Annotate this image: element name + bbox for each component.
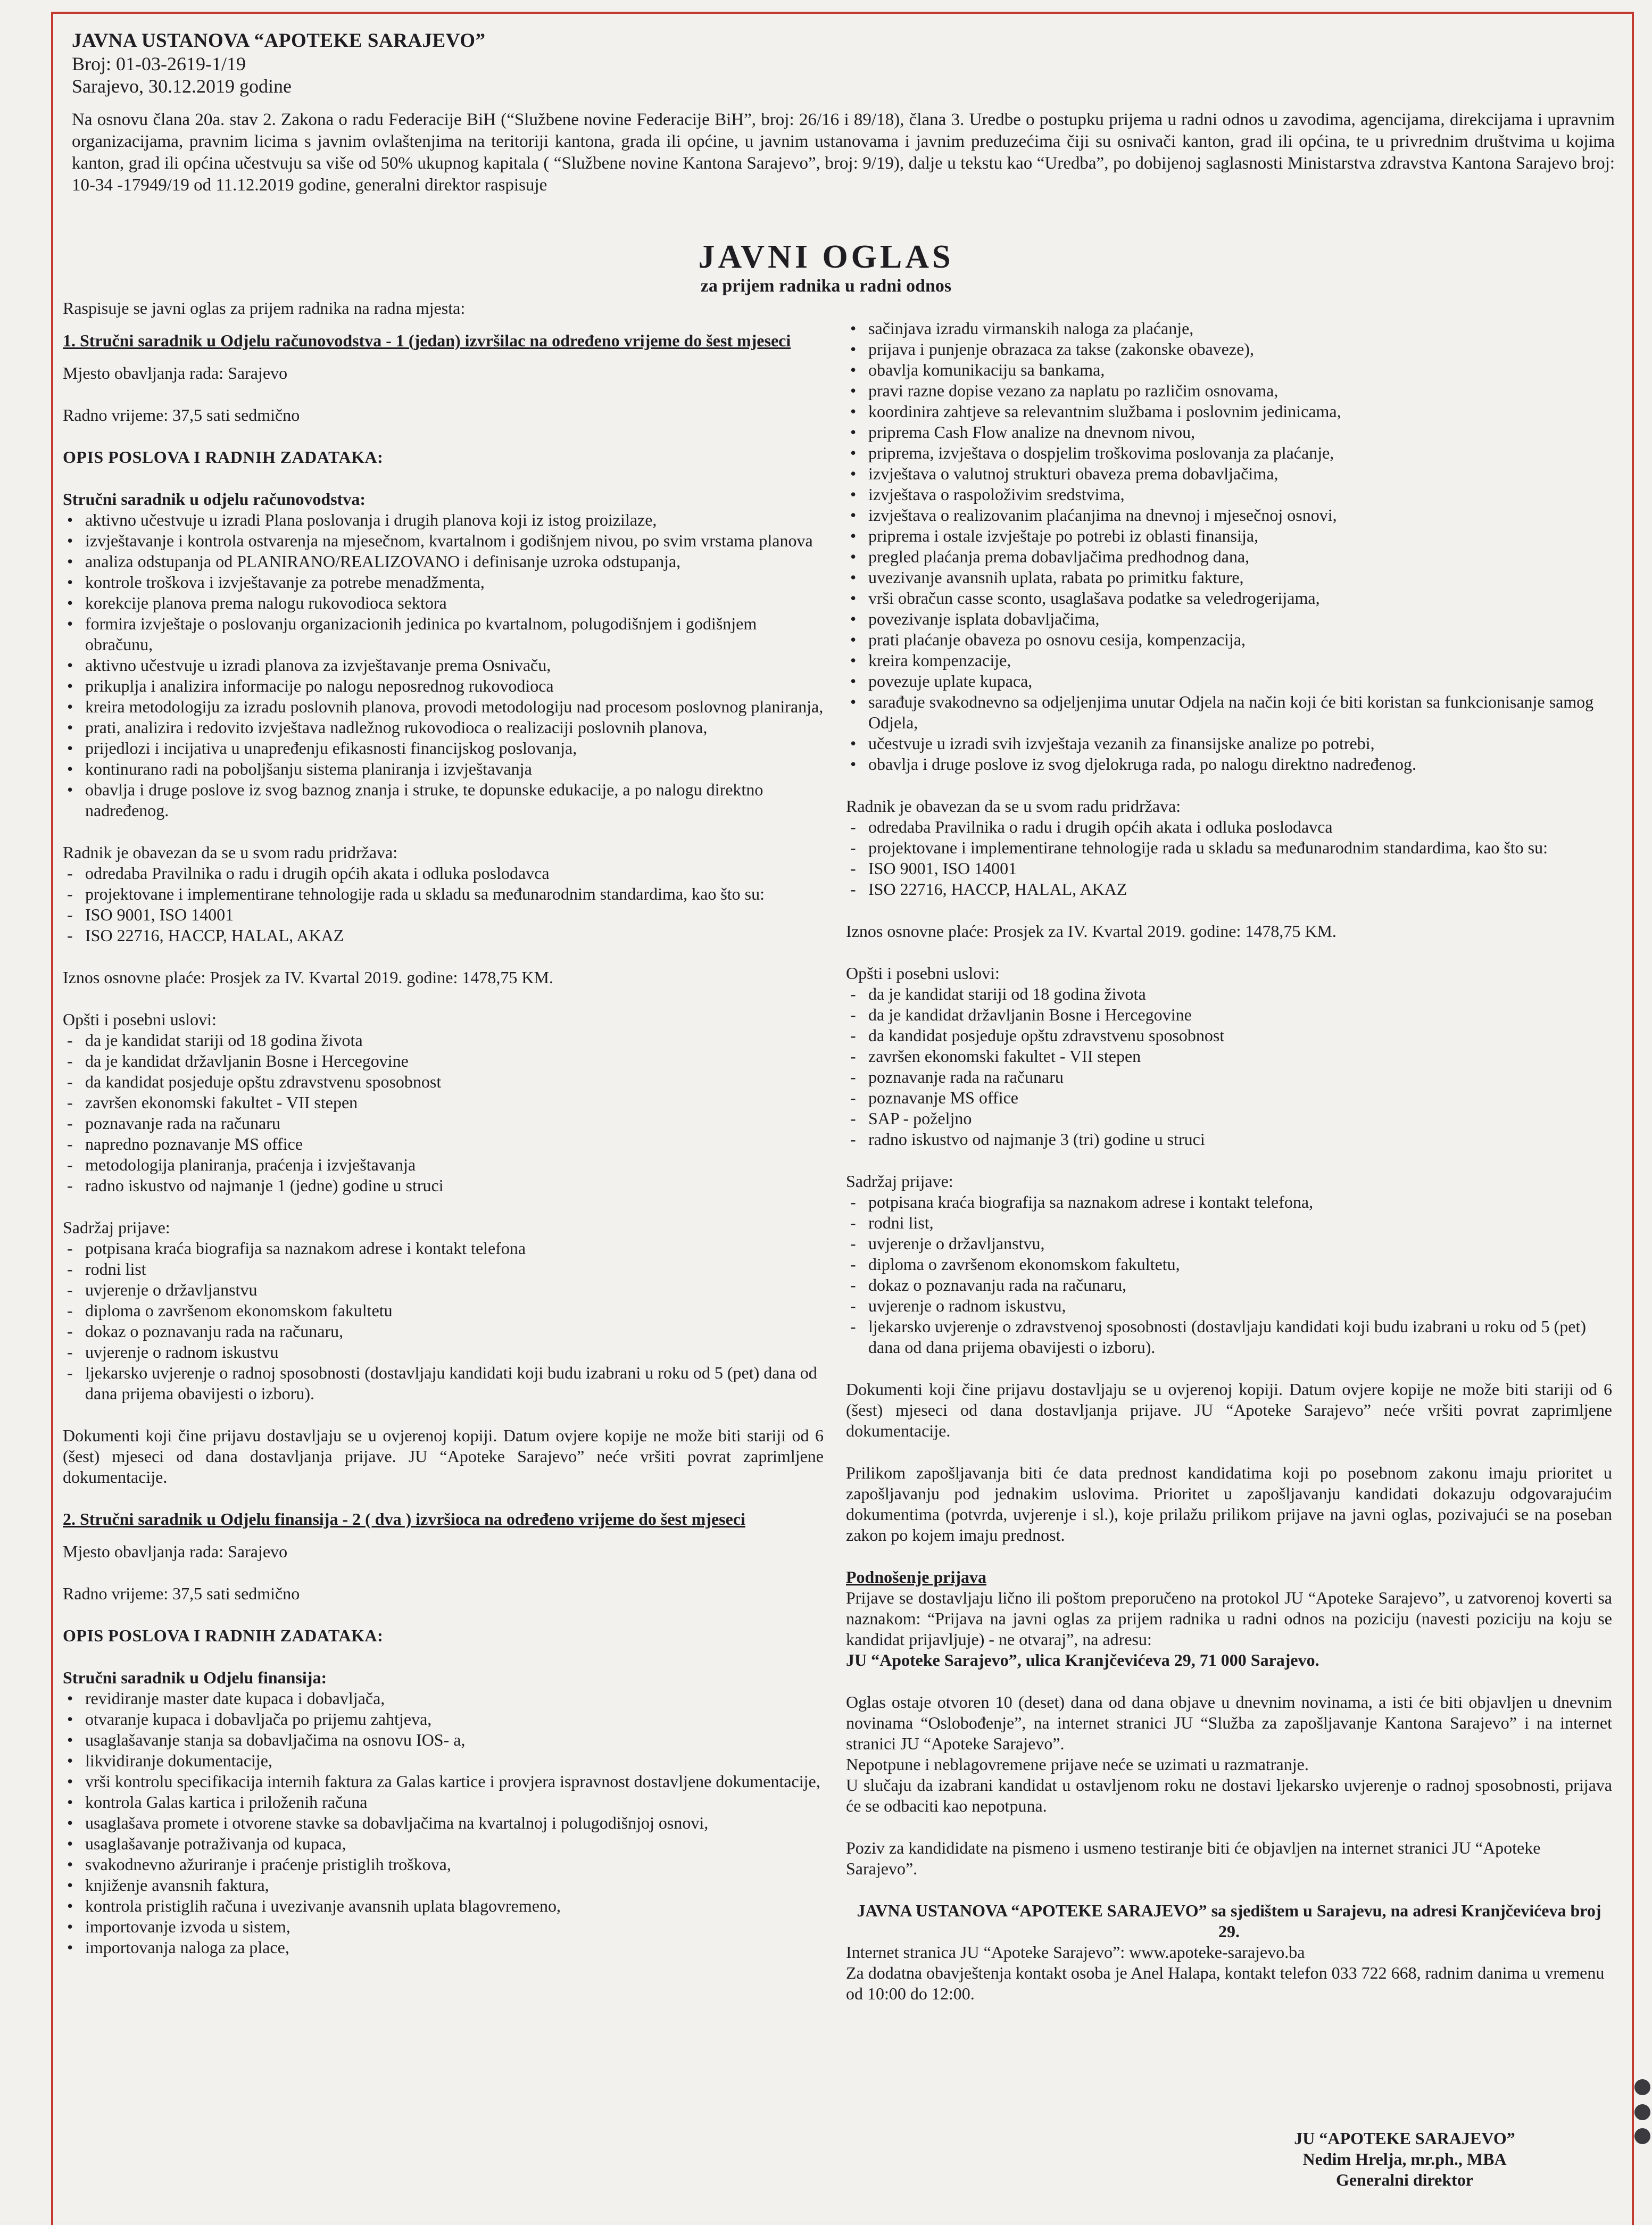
list-item: - da je kandidat državljanin Bosne i Hercegovine (846, 1004, 1612, 1025)
list-item: - da je kandidat državljanin Bosne i Hercegovine (63, 1051, 824, 1072)
list-item: • uvezivanje avansnih uplata, rabata po primitku fakture, (846, 567, 1612, 588)
list-item: • izvještava o realizovanim plaćanjima na dnevnoj i mjesečnoj osnovi, (846, 505, 1612, 526)
list-item: - da kandidat posjeduje opštu zdravstvenu sposobnost (846, 1025, 1612, 1046)
list-item: - metodologija planiranja, praćenja i izvještavanja (63, 1155, 824, 1175)
list-item: • obavlja komunikaciju sa bankama, (846, 360, 1612, 380)
list-item: - radno iskustvo od najmanje 1 (jedne) godine u struci (63, 1175, 824, 1196)
position-1-hours: Radno vrijeme: 37,5 sati sedmično (63, 405, 300, 425)
position-2-duties-heading: OPIS POSLOVA I RADNIH ZADATAKA: (63, 1626, 384, 1645)
list-item: • priprema Cash Flow analize na dnevnom nivou, (846, 422, 1612, 443)
list-item: • revidiranje master date kupaca i dobavljača, (63, 1688, 824, 1709)
list-item: • priprema, izvještava o dospjelim troškovima poslovanja za plaćanje, (846, 443, 1612, 463)
list-item: - SAP - poželjno (846, 1108, 1612, 1129)
documents-note: Dokumenti koji čine prijavu dostavljaju se u ovjerenoj kopiji. Datum ovjere kopije ne može biti stariji od 6 (šest) mjeseci od dana dostavljanja prijave. JU “Apoteke Sarajevo” neće vršiti povrat zaprimljene dokumentacije. (846, 1380, 1612, 1440)
document-header (72, 29, 923, 97)
list-item: • kreira metodologiju za izradu poslovnih planova, provodi metodologiju nad procesom poslovnog planiranja, (63, 696, 824, 717)
signature-role: Generalni direktor (1335, 2170, 1474, 2189)
position-2-hours: Radno vrijeme: 37,5 sati sedmično (63, 1584, 300, 1603)
salary-text: Iznos osnovne plaće: Prosjek za IV. Kvartal 2019. godine: 1478,75 KM. (63, 968, 553, 987)
edge-mark (1634, 2079, 1650, 2095)
list-item: • izvještava o valutnoj strukturi obaveza prema dobavljačima, (846, 463, 1612, 484)
obligation-list (846, 817, 1612, 900)
signature-name: Nedim Hrelja, mr.ph., MBA (1302, 2149, 1507, 2169)
list-item: - da je kandidat stariji od 18 godina života (846, 984, 1612, 1004)
list-item: - da je kandidat stariji od 18 godina života (63, 1030, 824, 1051)
website-text: Internet stranica JU “Apoteke Sarajevo”: www.apoteke-sarajevo.ba (846, 1942, 1305, 1962)
intro-text: Raspisuje se javni oglas za prijem radnika na radna mjesta: (63, 298, 466, 318)
list-item: • kontinurano radi na poboljšanju sistema planiranja i izvještavanja (63, 759, 824, 779)
list-item: • koordinira zahtjeve sa relevantnim službama i poslovnim jedinicama, (846, 401, 1612, 422)
list-item: • prati plaćanje obaveza po osnovu cesija, kompenzacija, (846, 629, 1612, 650)
page-title: JAVNI OGLAS (698, 239, 954, 275)
submission-text: Prijave se dostavljaju lično ili poštom preporučeno na protokol JU “Apoteke Sarajevo”, u zatvorenoj koverti sa naznakom: “Prijava na javni oglas za prijem radnika u radni odnos na poziciju (navesti poziciju na koju se kandidat prijavljuje) - ne otvaraj”, na adresu: (846, 1588, 1612, 1649)
list-item: • prijava i punjenje obrazaca za takse (zakonske obaveze), (846, 339, 1612, 360)
place-date: Sarajevo, 30.12.2019 godine (72, 76, 292, 97)
conditions-heading: Opšti i posebni uslovi: (846, 964, 1000, 983)
list-item: - projektovane i implementirane tehnologije rada u skladu sa međunarodnim standardima, kao što su: (63, 884, 824, 904)
list-item: - projektovane i implementirane tehnologije rada u skladu sa međunarodnim standardima, kao što su: (846, 837, 1612, 858)
list-item: - dokaz o poznavanju rada na računaru, (63, 1321, 824, 1342)
list-item: • izvještavanje i kontrola ostvarenja na mjesečnom, kvartalnom i godišnjem nivou, po svim vrstama planova (63, 530, 824, 551)
list-item: - ISO 22716, HACCP, HALAL, AKAZ (63, 925, 824, 946)
list-item: • usaglašavanje potraživanja od kupaca, (63, 1833, 824, 1854)
position-2-duties-continued (846, 318, 1612, 775)
edge-mark (1634, 2104, 1650, 2120)
list-item: - dokaz o poznavanju rada na računaru, (846, 1275, 1612, 1296)
list-item: • obavlja i druge poslove iz svog baznog znanja i struke, te dopunske edukacije, a po nalogu direktno nadređenog. (63, 779, 824, 821)
list-item: • povezuje uplate kupaca, (846, 671, 1612, 692)
list-item: - ISO 9001, ISO 14001 (63, 904, 824, 925)
conditions-heading: Opšti i posebni uslovi: (63, 1010, 217, 1029)
application-list (846, 1192, 1612, 1358)
list-item: • priprema i ostale izvještaje po potrebi iz oblasti finansija, (846, 526, 1612, 546)
seat-note: JAVNA USTANOVA “APOTEKE SARAJEVO” sa sjedištem u Sarajevu, na adresi Kranjčevićeva broj 29. (857, 1901, 1601, 1941)
list-item: - napredno poznavanje MS office (63, 1134, 824, 1155)
application-list (63, 1238, 824, 1404)
list-item: - rodni list (63, 1259, 824, 1280)
list-item: • kontrola Galas kartica i priloženih računa (63, 1792, 824, 1813)
salary-text: Iznos osnovne plaće: Prosjek za IV. Kvartal 2019. godine: 1478,75 KM. (846, 921, 1336, 941)
list-item: - ljekarsko uvjerenje o zdravstvenoj sposobnosti (dostavljaju kandidati koji budu izabrani u roku od 5 (pet) dana od dana prijema obavijesti o izboru). (846, 1316, 1612, 1358)
list-item: • kreira kompenzacije, (846, 650, 1612, 671)
list-item: - uvjerenje o radnom iskustvu, (846, 1296, 1612, 1316)
list-item: • povezivanje isplata dobavljačima, (846, 609, 1612, 629)
medical-note: U slučaju da izabrani kandidat u ostavljenom roku ne dostavi ljekarsko uvjerenje o radnoj sposobnosti, prijava će se odbaciti kao nepotpuna. (846, 1775, 1612, 1815)
position-1-duties-heading: OPIS POSLOVA I RADNIH ZADATAKA: (63, 447, 384, 467)
submission-heading: Podnošenje prijava (846, 1567, 986, 1587)
list-item: • analiza odstupanja od PLANIRANO/REALIZOVANO i definisanje uzroka odstupanja, (63, 551, 824, 572)
list-item: - ISO 9001, ISO 14001 (846, 858, 1612, 879)
list-item: • usaglašavanje stanja sa dobavljačima na osnovu IOS- a, (63, 1730, 824, 1750)
position-1-location: Mjesto obavljanja rada: Sarajevo (63, 363, 288, 383)
list-item: - da kandidat posjeduje opštu zdravstvenu sposobnost (63, 1072, 824, 1092)
list-item: - završen ekonomski fakultet - VII stepen (63, 1092, 824, 1113)
list-item: • aktivno učestvuje u izradi Plana poslovanja i drugih planova koji iz istog proizilaze, (63, 510, 824, 530)
list-item: • usaglašava promete i otvorene stavke sa dobavljačima na kvartalnoj i polugodišnjoj osnovi, (63, 1813, 824, 1833)
position-2-subheading: Stručni saradnik u Odjelu finansija: (63, 1668, 327, 1687)
list-item: • kontrola pristiglih računa i uvezivanje avansnih uplata blagovremeno, (63, 1896, 824, 1916)
list-item: • prati, analizira i redovito izvještava nadležnog rukovodioca o realizaciji poslovnih planova, (63, 717, 824, 738)
obligation-list (63, 863, 824, 946)
list-item: • likvidiranje dokumentacije, (63, 1750, 824, 1771)
signature-block (1240, 2128, 1570, 2190)
list-item: • prijedlozi i incijativa u unapređenju efikasnosti financijskog poslovanja, (63, 738, 824, 759)
application-heading: Sadržaj prijave: (846, 1172, 953, 1191)
position-1-duties-list (63, 510, 824, 821)
list-item: - poznavanje rada na računaru (846, 1067, 1612, 1087)
legal-preamble: Na osnovu člana 20a. stav 2. Zakona o radu Federacije BiH (“Službene novine Federacije BiH”, broj: 26/16 i 89/18), člana 3. Uredbe o postupku prijema u radni odnos u zavodima, agencijama, direkcijama i upravnim organizacijama, pravnim licima s javnim ovlaštenjima na teritoriji kantona, grada ili općine, u javnim ustanovama i javnim preduzećima čiji su osnivači kanton, grad ili općina, te u privrednim društvima u kojima kanton, grad ili općina učestvuju sa više od 50% ukupnog kapitala ( “Službene novine Kantona Sarajevo”, broj: 9/19), dalje u tekstu kao “Uredba”, po dobijenoj saglasnosti Ministarstva zdravstva Kantona Sarajevo broj: 10-34 -17949/19 od 11.12.2019 godine, generalni direktor raspisuje (72, 110, 1615, 195)
position-2-duties-list (63, 1688, 824, 1958)
list-item: • otvaranje kupaca i dobavljača po prijemu zahtjeva, (63, 1709, 824, 1730)
list-item: • prikuplja i analizira informacije po nalogu neposrednog rukovodioca (63, 676, 824, 696)
list-item: - ljekarsko uvjerenje o radnoj sposobnosti (dostavljaju kandidati koji budu izabrani u roku od 5 (pet) dana od dana prijema obavijesti o izboru). (63, 1363, 824, 1404)
documents-note: Dokumenti koji čine prijavu dostavljaju se u ovjerenoj kopiji. Datum ovjere kopije ne može biti stariji od 6 (šest) mjeseci od dana dostavljanja prijave. JU “Apoteke Sarajevo” neće vršiti povrat zaprimljene dokumentacije. (63, 1426, 824, 1487)
left-column (63, 298, 824, 1958)
document-number: Broj: 01-03-2619-1/19 (72, 53, 246, 74)
list-item: - potpisana kraća biografija sa naznakom adrese i kontakt telefona (63, 1238, 824, 1259)
list-item: • sarađuje svakodnevno sa odjeljenjima unutar Odjela na način koji će biti koristan sa funkcionisanje samog Odjela, (846, 692, 1612, 733)
submission-address: JU “Apoteke Sarajevo”, ulica Kranjčevićeva 29, 71 000 Sarajevo. (846, 1650, 1319, 1670)
list-item: - potpisana kraća biografija sa naznakom adrese i kontakt telefona, (846, 1192, 1612, 1213)
list-item: - poznavanje rada na računaru (63, 1113, 824, 1134)
position-2-location: Mjesto obavljanja rada: Sarajevo (63, 1542, 288, 1561)
list-item: • importovanja naloga za place, (63, 1937, 824, 1958)
list-item: • korekcije planova prema nalogu rukovodioca sektora (63, 593, 824, 613)
list-item: • importovanje izvoda u sistem, (63, 1916, 824, 1937)
obligation-heading: Radnik je obavezan da se u svom radu pridržava: (63, 843, 398, 862)
list-item: - završen ekonomski fakultet - VII stepen (846, 1046, 1612, 1067)
list-item: - radno iskustvo od najmanje 3 (tri) godine u struci (846, 1129, 1612, 1150)
list-item: • učestvuje u izradi svih izvještaja vezanih za finansijske analize po potrebi, (846, 733, 1612, 754)
application-heading: Sadržaj prijave: (63, 1218, 170, 1237)
open-period-note: Oglas ostaje otvoren 10 (deset) dana od dana objave u dnevnim novinama, a isti će biti objavljen u dnevnim novinama “Oslobođenje”, na internet stranici JU “Služba za zapošljavanje Kantona Sarajevo” i na internet stranici JU “Apoteke Sarajevo”. (846, 1692, 1612, 1753)
list-item: - diploma o završenom ekonomskom fakultetu, (846, 1254, 1612, 1275)
list-item: • aktivno učestvuje u izradi planova za izvještavanje prema Osnivaču, (63, 655, 824, 676)
incomplete-note: Nepotpune i neblagovremene prijave neće se uzimati u razmatranje. (846, 1755, 1309, 1774)
list-item: • vrši kontrolu specifikacija internih faktura za Galas kartice i provjera ispravnost dostavljene dokumentacije, (63, 1771, 824, 1792)
obligation-heading: Radnik je obavezan da se u svom radu pridržava: (846, 796, 1181, 816)
position-1-subheading: Stručni saradnik u odjelu računovodstva: (63, 489, 366, 509)
right-column (846, 318, 1612, 2004)
list-item: - rodni list, (846, 1213, 1612, 1233)
list-item: • sačinjava izradu virmanskih naloga za plaćanje, (846, 318, 1612, 339)
list-item: - uvjerenje o državljanstvu (63, 1280, 824, 1300)
list-item: - odredaba Pravilnika o radu i drugih općih akata i odluka poslodavca (846, 817, 1612, 837)
list-item: - uvjerenje o radnom iskustvu (63, 1342, 824, 1363)
conditions-list (63, 1030, 824, 1196)
list-item: - ISO 22716, HACCP, HALAL, AKAZ (846, 879, 1612, 900)
list-item: - poznavanje MS office (846, 1087, 1612, 1108)
page-subtitle: za prijem radnika u radni odnos (700, 276, 952, 296)
testing-note: Poziv za kandididate na pismeno i usmeno testiranje biti će objavljen na internet stranici JU “Apoteke Sarajevo”. (846, 1838, 1541, 1878)
list-item: • kontrole troškova i izvještavanje za potrebe menadžmenta, (63, 572, 824, 593)
list-item: - uvjerenje o državljanstvu, (846, 1233, 1612, 1254)
institution-name: JAVNA USTANOVA “APOTEKE SARAJEVO” (72, 30, 486, 52)
signature-org: JU “APOTEKE SARAJEVO” (1294, 2129, 1515, 2148)
conditions-list (846, 984, 1612, 1150)
contact-text: Za dodatna obavještenja kontakt osoba je Anel Halapa, kontakt telefon 033 722 668, radnim danima u vremenu od 10:00 do 12:00. (846, 1963, 1605, 2003)
list-item: • vrši obračun casse sconto, usaglašava podatke sa veledrogerijama, (846, 588, 1612, 609)
list-item: • formira izvještaje o poslovanju organizacionih jedinica po kvartalnom, polugodišnjem i godišnjem obračunu, (63, 613, 824, 655)
list-item: • pregled plaćanja prema dobavljačima predhodnog dana, (846, 546, 1612, 567)
position-2-title: 2. Stručni saradnik u Odjelu finansija - 2 ( dva ) izvršioca na određeno vrijeme do šest mjeseci (63, 1509, 745, 1529)
list-item: - odredaba Pravilnika o radu i drugih općih akata i odluka poslodavca (63, 863, 824, 884)
list-item: • knjiženje avansnih faktura, (63, 1875, 824, 1896)
title-block (0, 238, 1652, 297)
list-item: • obavlja i druge poslove iz svog djelokruga rada, po nalogu direktno nadređenog. (846, 754, 1612, 775)
list-item: • svakodnevno ažuriranje i praćenje pristiglih troškova, (63, 1854, 824, 1875)
list-item: • pravi razne dopise vezano za naplatu po različim osnovama, (846, 380, 1612, 401)
list-item: - diploma o završenom ekonomskom fakultetu (63, 1300, 824, 1321)
list-item: • izvještava o raspoloživim sredstvima, (846, 484, 1612, 505)
edge-mark (1634, 2128, 1650, 2144)
priority-note: Prilikom zapošljavanja biti će data prednost kandidatima koji po posebnom zakonu imaju prioritet u zapošljavanju pod jednakim uslovima. Prioritet u zapošljavanju kandidati dokazuju odgovarajućim dokumentima (potvrda, uvjerenje i sl.), koje prilažu prilikom prijave na javni oglas, pozivajući se na poseban zakon po kojem imaju prednost. (846, 1463, 1612, 1545)
position-1-title: 1. Stručni saradnik u Odjelu računovodstva - 1 (jedan) izvršilac na određeno vrijeme do šest mjeseci (63, 331, 791, 350)
